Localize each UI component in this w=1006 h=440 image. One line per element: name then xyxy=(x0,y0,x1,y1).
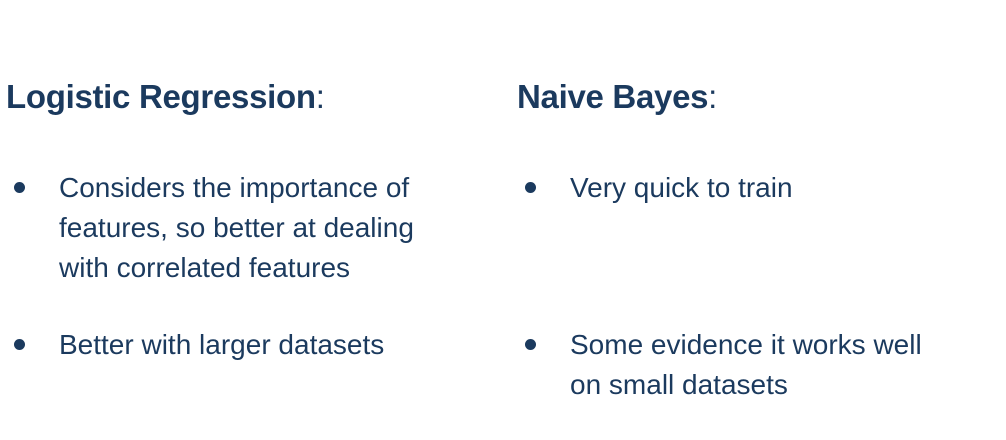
heading-text: Logistic Regression xyxy=(6,78,316,115)
list-item-text xyxy=(59,325,384,365)
text-line: Very quick to train xyxy=(570,172,793,203)
logistic-regression-column xyxy=(6,0,496,440)
list-item-text xyxy=(570,168,793,208)
bullet-dot-icon xyxy=(14,339,25,350)
heading-text: Naive Bayes xyxy=(517,78,709,115)
text-line: with correlated features xyxy=(59,252,351,283)
naive-bayes-heading xyxy=(517,78,717,116)
heading-colon: : xyxy=(708,78,718,115)
bullet-dot-icon xyxy=(14,182,25,193)
text-line: Some evidence it works well xyxy=(570,329,922,360)
heading-colon: : xyxy=(315,78,325,115)
text-line: Considers the importance of xyxy=(59,172,410,203)
text-line: Better with larger datasets xyxy=(59,329,385,360)
text-line: features, so better at dealing xyxy=(59,212,414,243)
bullet-dot-icon xyxy=(525,182,536,193)
bullet-dot-icon xyxy=(525,339,536,350)
text-line: on small datasets xyxy=(570,369,788,400)
naive-bayes-column xyxy=(517,0,997,440)
list-item-text xyxy=(570,325,922,405)
list-item-text xyxy=(59,168,414,288)
logistic-regression-heading xyxy=(6,78,325,116)
